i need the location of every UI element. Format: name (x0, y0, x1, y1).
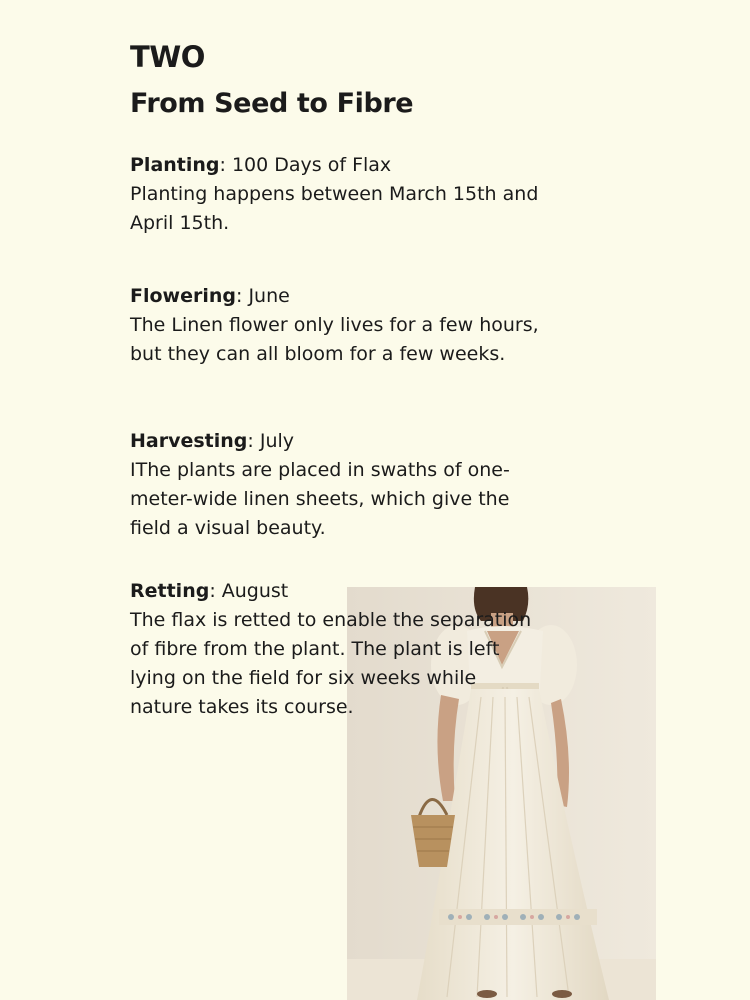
stage-harvesting (130, 427, 540, 543)
stage-heading (130, 282, 540, 311)
stage-name: Planting (130, 154, 220, 176)
stage-retting (130, 577, 540, 722)
stage-heading (130, 577, 540, 606)
stage-period: : August (209, 580, 289, 602)
stage-planting (130, 151, 540, 238)
stage-description: The flax is retted to enable the separation of fibre from the plant. The plant is left lying on the field for six weeks while nature takes its course. (130, 609, 532, 718)
stage-description: IThe plants are placed in swaths of one-meter-wide linen sheets, which give the field a visual beauty. (130, 459, 510, 539)
stage-period: : July (247, 430, 295, 452)
chapter-title: From Seed to Fibre (130, 88, 414, 119)
stage-period: : June (236, 285, 290, 307)
stage-period: : 100 Days of Flax (219, 154, 392, 176)
chapter-number: TWO (130, 40, 205, 74)
stage-heading (130, 151, 540, 180)
stage-heading (130, 427, 540, 456)
stage-description: The Linen flower only lives for a few hours, but they can all bloom for a few weeks. (130, 314, 539, 365)
stage-name: Flowering (130, 285, 236, 307)
stage-flowering (130, 282, 540, 369)
stage-description: Planting happens between March 15th and April 15th. (130, 183, 539, 234)
stage-name: Retting (130, 580, 210, 602)
stage-name: Harvesting (130, 430, 248, 452)
